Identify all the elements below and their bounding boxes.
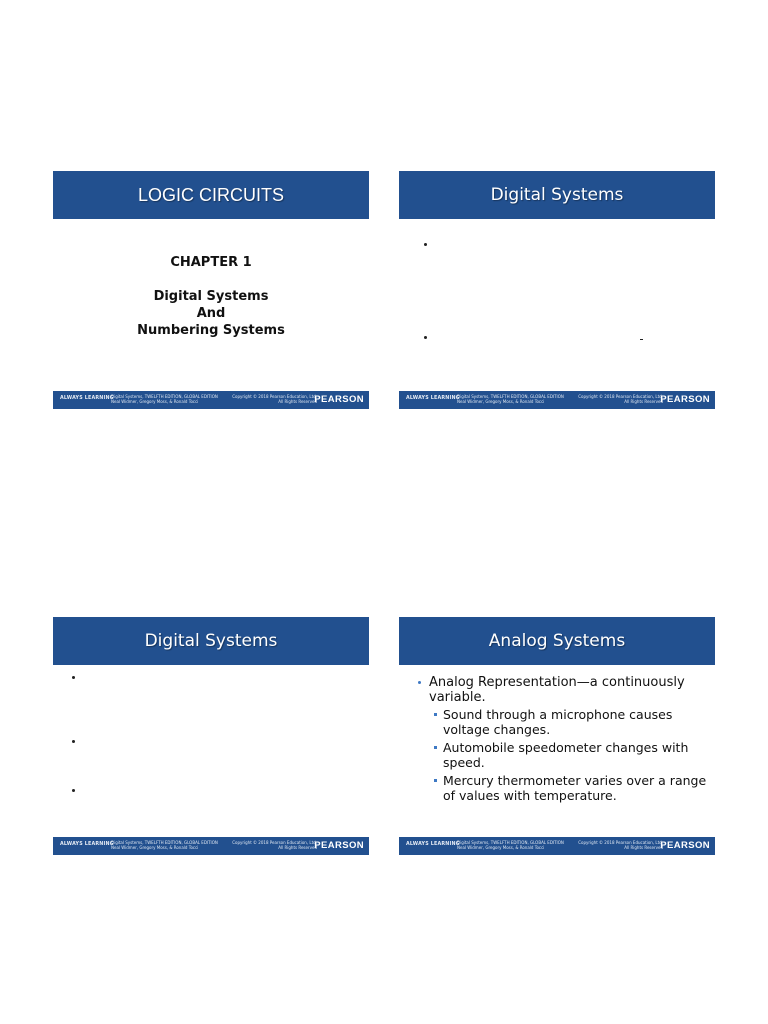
footer-book-line: Digital Systems, TWELFTH EDITION, GLOBAL EDITION: [457, 840, 564, 845]
footer-copyright: [225, 840, 317, 850]
footer-book-line: Neal Widmer, Gregory Moss, & Ronald Tocci: [111, 845, 199, 850]
footer-book-info: [111, 840, 218, 850]
slide-title-bar: [399, 171, 715, 219]
slide-title: Digital Systems: [144, 631, 278, 651]
footer-copyright-line: All Rights Reserved: [278, 845, 317, 850]
footer-copyright-line: All Rights Reserved: [278, 399, 317, 404]
chapter-label: CHAPTER 1: [170, 255, 252, 270]
footer-tagline: ALWAYS LEARNING: [60, 842, 114, 847]
slide-2: [399, 171, 715, 409]
bullet-item: Analog Representation—a continuously variable.: [417, 675, 713, 705]
slide-title-bar: [399, 617, 715, 665]
subtitle-line: Numbering Systems: [137, 323, 285, 338]
footer-book-info: [111, 394, 218, 404]
footer-copyright: [571, 840, 663, 850]
sub-bullet-item: Sound through a microphone causes voltage changes.: [417, 708, 713, 737]
slide-title: Digital Systems: [490, 185, 624, 205]
pearson-logo: PEARSON: [660, 840, 710, 851]
slide-footer: [53, 837, 369, 855]
slide-footer: [399, 837, 715, 855]
pearson-logo: PEARSON: [314, 394, 364, 405]
slide-title-bar: [53, 171, 369, 219]
footer-book-line: Neal Widmer, Gregory Moss, & Ronald Tocci: [457, 845, 545, 850]
slide-title-bar: [53, 617, 369, 665]
footer-tagline: ALWAYS LEARNING: [406, 396, 460, 401]
slide-3: [53, 617, 369, 855]
footer-book-line: Neal Widmer, Gregory Moss, & Ronald Tocci: [457, 399, 545, 404]
bullet-marker: [72, 789, 75, 792]
slide-title: Analog Systems: [488, 631, 626, 651]
subtitle-line: And: [196, 306, 226, 321]
footer-copyright: [225, 394, 317, 404]
slide-title: LOGIC CIRCUITS: [137, 184, 284, 205]
footer-book-line: Digital Systems, TWELFTH EDITION, GLOBAL EDITION: [111, 394, 218, 399]
footer-copyright-line: Copyright © 2018 Pearson Education, Ltd.: [232, 840, 317, 845]
sub-bullet-item: Automobile speedometer changes with speed.: [417, 741, 713, 770]
slide-4: [399, 617, 715, 855]
bullet-marker: [424, 336, 427, 339]
slide-content: [417, 675, 713, 807]
footer-copyright-line: Copyright © 2018 Pearson Education, Ltd.: [232, 394, 317, 399]
footer-book-info: [457, 840, 564, 850]
stray-mark: [640, 339, 643, 340]
footer-copyright-line: All Rights Reserved: [624, 845, 663, 850]
pearson-logo: PEARSON: [660, 394, 710, 405]
footer-copyright-line: Copyright © 2018 Pearson Education, Ltd.: [578, 394, 663, 399]
slide-subtitle: [53, 288, 369, 339]
bullet-marker: [72, 676, 75, 679]
slide-1: [53, 171, 369, 409]
footer-book-line: Digital Systems, TWELFTH EDITION, GLOBAL EDITION: [111, 840, 218, 845]
footer-copyright: [571, 394, 663, 404]
bullet-marker: [424, 243, 427, 246]
footer-copyright-line: Copyright © 2018 Pearson Education, Ltd.: [578, 840, 663, 845]
footer-tagline: ALWAYS LEARNING: [406, 842, 460, 847]
footer-copyright-line: All Rights Reserved: [624, 399, 663, 404]
slide-footer: [53, 391, 369, 409]
sub-bullet-item: Mercury thermometer varies over a range of values with temperature.: [417, 774, 713, 803]
footer-tagline: ALWAYS LEARNING: [60, 396, 114, 401]
slide-footer: [399, 391, 715, 409]
pearson-logo: PEARSON: [314, 840, 364, 851]
bullet-marker: [72, 740, 75, 743]
subtitle-line: Digital Systems: [153, 289, 269, 304]
footer-book-info: [457, 394, 564, 404]
footer-book-line: Digital Systems, TWELFTH EDITION, GLOBAL EDITION: [457, 394, 564, 399]
footer-book-line: Neal Widmer, Gregory Moss, & Ronald Tocci: [111, 399, 199, 404]
